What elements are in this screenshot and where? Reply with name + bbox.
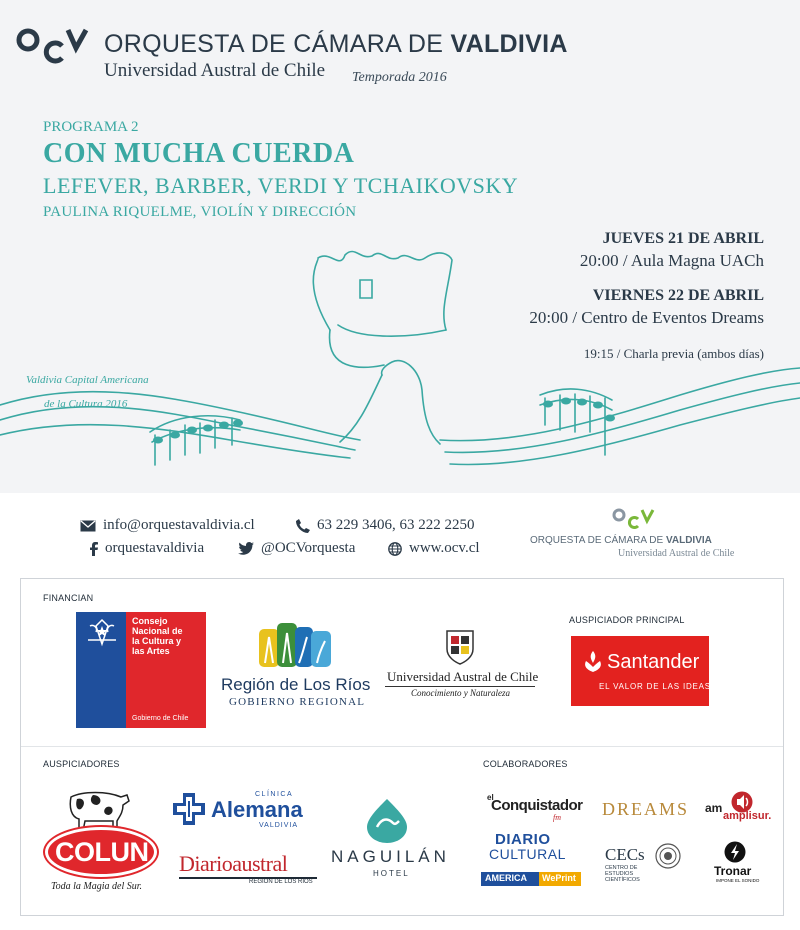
santander-sub: EL VALOR DE LAS IDEAS [599,682,711,691]
tronar-logo [711,841,761,885]
facebook-text: orquestavaldivia [105,540,205,556]
uach-shield-icon [445,629,475,665]
conquistador-pre: el [487,793,494,802]
capital-culture-line2: de la Cultura 2016 [44,398,128,410]
clinica-alemana-logo [173,791,323,831]
colun-logo [45,787,165,897]
ocv-small-logo-icon [612,507,656,531]
cecs-logo [603,841,695,889]
principal-sponsor-label: AUSPICIADOR PRINCIPAL [569,615,685,625]
twitter-text: @OCVorquesta [261,540,356,556]
amplisur-name: amplisur. [723,810,772,822]
email-text: info@orquestavaldivia.cl [103,517,255,533]
diario-cultural-line2: CULTURAL [489,846,566,862]
ocv-logo-icon [16,24,92,68]
program-label: PROGRAMA 2 [43,119,139,135]
uach-sub: Conocimiento y Naturaleza [411,688,510,698]
facebook-contact[interactable] [90,540,204,557]
program-title: CON MUCHA CUERDA [43,138,355,169]
twitter-contact[interactable] [238,540,355,557]
phone-text: 63 229 3406, 63 222 2250 [317,517,475,533]
region-emblem-icon [259,623,333,671]
diario-austral-sub: REGIÓN DE LOS RÍOS [249,879,313,885]
tronar-bolt-icon [724,841,746,863]
diario-cultural-logo [489,831,581,865]
uach-logo [385,629,539,701]
region-name: Región de Los Ríos [221,675,371,694]
tronar-sub: IMPONE EL SONIDO [716,878,760,883]
naguilan-logo [323,799,453,883]
cecs-name: CECs [605,845,645,864]
website-text: www.ocv.cl [409,540,480,556]
naguilan-sub: HOTEL [373,869,410,878]
colaboradores-label: COLABORADORES [483,759,568,769]
concert-time-venue-2: 20:00 / Centro de Eventos Dreams [529,308,764,327]
small-logo-orchestra: ORQUESTA DE CÁMARA DE VALDIVIA [530,535,712,546]
region-los-rios-logo [221,623,371,713]
concert-time-venue-1: 20:00 / Aula Magna UACh [579,251,764,270]
amplisur-pre: am [705,801,723,815]
globe-icon [388,542,402,556]
amplisur-logo [705,791,772,825]
alemana-top: CLÍNICA [255,791,294,798]
alemana-cross-icon [173,793,205,825]
dreams-logo: DREAMS [602,799,690,819]
twitter-icon [238,542,254,555]
contact-section [0,493,800,573]
region-sub: GOBIERNO REGIONAL [229,696,366,708]
phone-contact[interactable] [296,517,475,534]
sponsors-divider [21,746,783,747]
university-name: Universidad Austral de Chile [104,60,326,81]
capital-culture-line1: Valdivia Capital Americana [26,374,149,386]
orchestra-name: ORQUESTA DE CÁMARA DE VALDIVIA [104,30,568,58]
sponsors-panel [20,578,784,916]
consejo-cultura-logo [76,612,206,728]
concert-date-2: VIERNES 22 DE ABRIL [592,287,764,304]
cow-icon [63,787,133,831]
santander-name: Santander [607,651,700,673]
castle-music-staff-illustration [0,220,800,480]
phone-icon [296,519,310,533]
tronar-name: Tronar [714,864,752,878]
naguilan-drop-icon [367,799,407,843]
pre-concert-talk: 19:15 / Charla previa (ambos días) [583,346,764,361]
composers-list: LEFEVER, BARBER, VERDI Y TCHAIKOVSKY [43,173,519,198]
facebook-icon [90,542,98,556]
diario-austral-logo [179,851,319,887]
el-conquistador-logo [487,793,583,823]
email-contact[interactable] [80,517,255,534]
small-logo-university: Universidad Austral de Chile [618,548,735,559]
america-name: AMERICA [485,873,527,883]
america-weprint-logo [481,872,581,888]
cecs-sub: CENTRO DE ESTUDIOS CIENTÍFICOS [605,865,640,883]
financian-label: FINANCIAN [43,593,94,603]
uach-name: Universidad Austral de Chile [387,669,539,684]
santander-flame-icon [583,651,603,673]
diario-austral-name: Diarioaustral [179,851,288,876]
season-label: Temporada 2016 [352,70,447,85]
director-credit: PAULINA RIQUELME, VIOLÍN Y DIRECCIÓN [43,204,357,220]
diario-cultural-line1: DIARIO [495,831,551,848]
mail-icon [80,520,96,532]
auspiciadores-label: AUSPICIADORES [43,759,120,769]
weprint-name: WePrint [542,873,576,883]
alemana-name: Alemana [211,797,303,822]
santander-logo [571,636,709,706]
alemana-sub: VALDIVIA [259,822,298,829]
conquistador-name: Conquistador [491,797,583,814]
colun-sub: Toda la Magia del Sur. [51,881,143,892]
naguilan-name: NAGUILÁN [331,847,450,866]
conquistador-sub: fm [553,813,561,822]
website-contact[interactable] [388,540,480,557]
colun-name: COLUN [55,837,149,867]
concert-date-1: JUEVES 21 DE ABRIL [602,230,764,247]
gobierno-chile-text: Gobierno de Chile [132,715,189,722]
consejo-text: Consejo Nacional de la Cultura y las Artes [132,616,183,656]
chile-coat-of-arms-icon [84,616,120,648]
